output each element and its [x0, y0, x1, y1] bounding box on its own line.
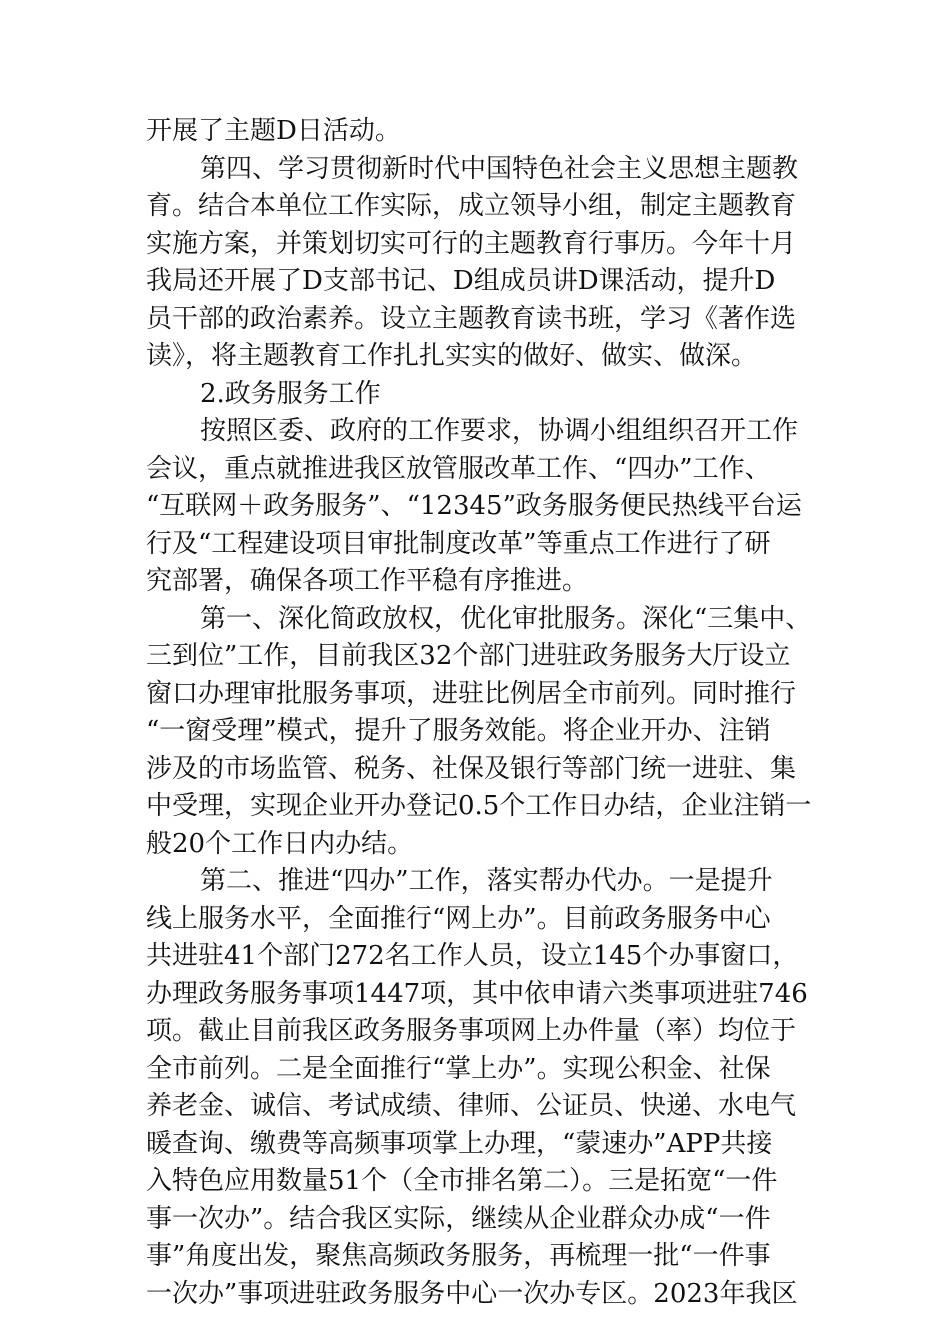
text-line: 究部署，确保各项工作平稳有序推进。 — [146, 566, 589, 596]
document-body — [146, 113, 812, 1313]
text-line: 育。结合本单位工作实际，成立领导小组，制定主题教育 — [146, 191, 797, 221]
text-line: 会议，重点就推进我区放管服改革工作、“四办”工作、 — [146, 453, 771, 484]
text-line: 事”角度出发，聚焦高频政务服务，再梳理一批“一件事 — [146, 1241, 771, 1271]
text-line: 第二、推进“四办”工作，落实帮办代办。一是提升 — [200, 866, 773, 896]
text-line: 第一、深化简政放权，优化审批服务。深化“三集中、 — [200, 603, 812, 634]
text-line: 一次办”事项进驻政务服务中心一次办专区。2023年我区 — [146, 1278, 798, 1309]
text-line: 第四、学习贯彻新时代中国特色社会主义思想主题教 — [200, 153, 799, 184]
section-heading: 2.政务服务工作 — [200, 378, 381, 409]
text-line: 养老金、诚信、考试成绩、律师、公证员、快递、水电气 — [146, 1091, 797, 1121]
text-line: 行及“工程建设项目审批制度改革”等重点工作进行了研 — [146, 528, 771, 559]
text-line: “一窗受理”模式，提升了服务效能。将企业开办、注销 — [146, 716, 771, 746]
text-line: 全市前列。二是全面推行“掌上办”。实现公积金、社保 — [146, 1053, 771, 1084]
text-line: 实施方案，并策划切实可行的主题教育行事历。今年十月 — [146, 228, 797, 259]
text-line: 事一次办”。结合我区实际，继续从企业群众办成“一件 — [146, 1203, 771, 1234]
text-line: 办理政务服务事项1447项，其中依申请六类事项进驻746 — [146, 978, 808, 1009]
text-line: 项。截止目前我区政务服务事项网上办件量（率）均位于 — [146, 1016, 797, 1046]
text-line: 按照区委、政府的工作要求，协调小组组织召开工作 — [200, 416, 799, 446]
text-line: 读》，将主题教育工作扎扎实实的做好、做实、做深。 — [146, 341, 758, 371]
text-line: 线上服务水平，全面推行“网上办”。目前政务服务中心 — [146, 903, 771, 934]
text-line: 员干部的政治素养。设立主题教育读书班，学习《著作选 — [146, 303, 797, 334]
text-line: 涉及的市场监管、税务、社保及银行等部门统一进驻、集 — [146, 753, 797, 784]
text-line: 我局还开展了D支部书记、D组成员讲D课活动，提升D — [146, 266, 776, 296]
text-line: 共进驻41个部门272名工作人员，设立145个办事窗口， — [146, 941, 799, 971]
text-line: 三到位”工作，目前我区32个部门进驻政务服务大厅设立 — [146, 641, 791, 671]
text-line: 开展了主题D日活动。 — [146, 116, 401, 146]
text-line: 中受理，实现企业开办登记0.5个工作日办结，企业注销一 — [146, 791, 812, 821]
text-line: 般20个工作日内办结。 — [146, 828, 414, 859]
text-line: 窗口办理审批服务事项，进驻比例居全市前列。同时推行 — [146, 678, 797, 709]
text-line: 暖查询、缴费等高频事项掌上办理，“蒙速办”APP共接 — [146, 1128, 773, 1159]
text-line: 入特色应用数量51个（全市排名第二）。三是拓宽“一件 — [146, 1166, 778, 1196]
text-line: “互联网＋政务服务”、“12345”政务服务便民热线平台运 — [146, 491, 802, 521]
